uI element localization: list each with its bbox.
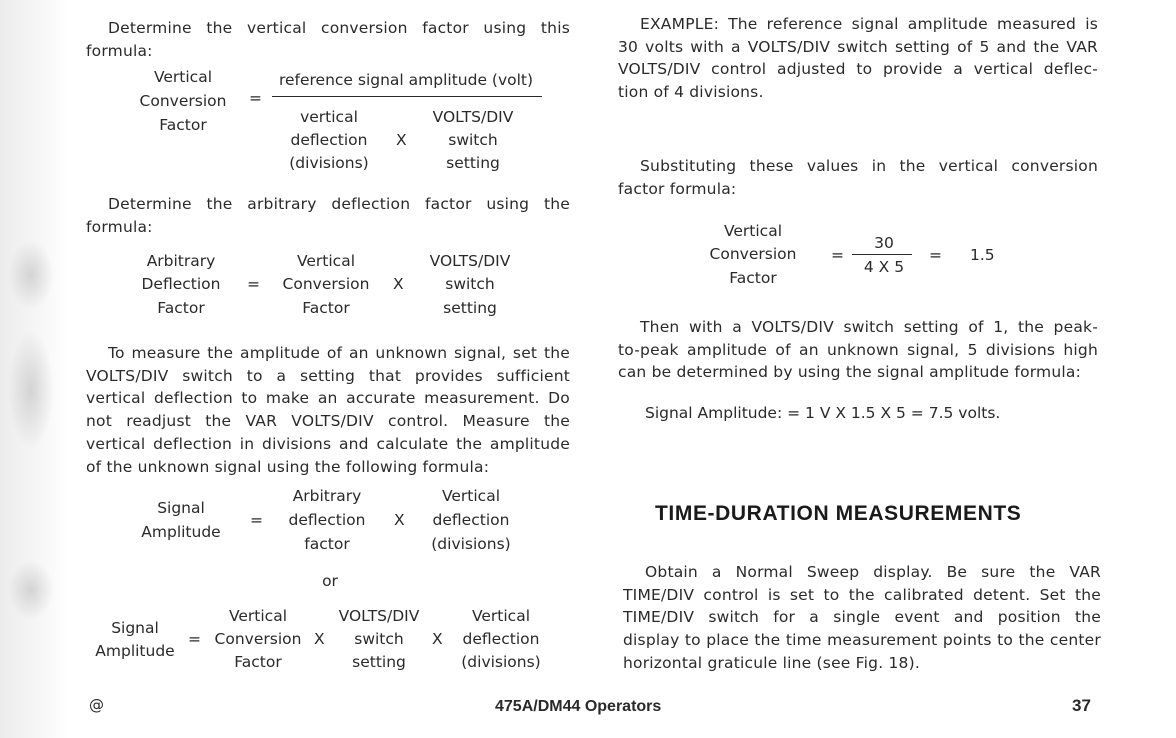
- formula-lhs-line: Vertical: [723, 222, 783, 240]
- formula-lhs-line: Factor: [159, 116, 207, 134]
- formula-term-line: Conversion: [214, 630, 302, 648]
- formula-numerator: reference signal amplitude (volt): [278, 71, 534, 89]
- multiply-sign: X: [432, 630, 443, 648]
- paragraph-vertical-conversion-intro: [86, 17, 570, 62]
- page-number: 37: [1072, 696, 1091, 715]
- text-line: horizontal graticule line (see Fig. 18).: [623, 653, 920, 672]
- text-line: formula:: [86, 41, 153, 60]
- formula-term-line: (divisions): [461, 653, 541, 671]
- formula-term-line: deflection: [288, 511, 366, 529]
- formula-denominator-line: setting: [446, 154, 500, 172]
- formula-lhs-line: Factor: [729, 269, 777, 287]
- text-line: display to place the time measurement points to the center: [623, 631, 1101, 650]
- formula-lhs-line: Signal: [157, 499, 205, 517]
- formula-term-line: Vertical: [296, 252, 356, 270]
- paragraph-measure-amplitude: [86, 342, 570, 478]
- formula-lhs-line: Factor: [157, 299, 205, 317]
- footer-title: 475A/DM44 Operators: [495, 698, 662, 715]
- paper-stain: [8, 330, 54, 450]
- text-line: formula:: [86, 217, 153, 236]
- formula-denominator-line: (divisions): [289, 154, 369, 172]
- text-line: not readjust the VAR VOLTS/DIV control. Measure the: [86, 412, 570, 431]
- formula-term-line: Factor: [234, 653, 282, 671]
- formula-denominator-line: VOLTS/DIV: [432, 108, 514, 126]
- paragraph-substituting: [618, 155, 1098, 200]
- equals-sign: =: [831, 246, 844, 264]
- section-heading: TIME-DURATION MEASUREMENTS: [655, 502, 1022, 525]
- formula-lhs-line: Conversion: [709, 245, 797, 263]
- equals-sign: =: [249, 89, 262, 107]
- text-line: Determine the vertical conversion factor using this: [108, 19, 570, 37]
- text-line: tion of 4 divisions.: [618, 83, 764, 102]
- multiply-sign: X: [314, 630, 325, 648]
- text-line: TIME/DIV control is set to the calibrated detent. Set the: [623, 585, 1101, 604]
- formula-denominator-line: vertical: [300, 108, 358, 126]
- paper-stain: [8, 240, 54, 310]
- paper-stain: [8, 560, 54, 620]
- formula-term-line: deflection: [432, 511, 510, 529]
- formula-term-line: Vertical: [228, 607, 288, 625]
- formula-term-line: deflection: [462, 630, 540, 648]
- formula-term-line: Factor: [302, 299, 350, 317]
- calculation-result: 1.5: [970, 246, 995, 264]
- equals-sign: =: [188, 630, 201, 648]
- formula-term-line: setting: [352, 653, 406, 671]
- formula-lhs-line: Vertical: [153, 68, 213, 86]
- formula-lhs-line: Conversion: [139, 92, 227, 110]
- formula-term-line: Conversion: [282, 275, 370, 293]
- multiply-sign: X: [393, 275, 404, 293]
- formula-term-line: Vertical: [471, 607, 531, 625]
- formula-lhs-line: Arbitrary: [146, 252, 216, 270]
- paragraph-arbitrary-deflection-intro: [86, 193, 570, 238]
- formula-term-line: Arbitrary: [292, 487, 362, 505]
- text-line: vertical deflection to make an accurate measurement. Do: [86, 389, 570, 408]
- text-line: VOLTS/DIV control adjusted to provide a vertical deflec-: [618, 60, 1098, 79]
- text-line: to-peak amplitude of an unknown signal, 5 divisions high: [618, 340, 1098, 359]
- formula-term-line: (divisions): [431, 535, 511, 553]
- formula-denominator: 4 X 5: [863, 258, 905, 276]
- signal-amplitude-result: Signal Amplitude: = 1 V X 1.5 X 5 = 7.5 volts.: [645, 404, 1001, 422]
- formula-term-line: Vertical: [441, 487, 501, 505]
- formula-lhs-line: Amplitude: [95, 642, 175, 660]
- formula-denominator-line: switch: [448, 131, 498, 149]
- text-line: VOLTS/DIV switch to a setting that provides sufficient: [86, 366, 570, 385]
- text-line: TIME/DIV switch for a single event and position the: [623, 608, 1101, 627]
- formula-term-line: switch: [445, 275, 495, 293]
- formula-lhs-line: Deflection: [141, 275, 221, 293]
- formula-term-line: factor: [304, 535, 350, 553]
- formula-denominator-line: deflection: [290, 131, 368, 149]
- formula-lhs-line: Amplitude: [141, 523, 221, 541]
- paragraph-then-with: [618, 316, 1098, 384]
- fraction-bar: [852, 254, 912, 255]
- formula-lhs-line: Signal: [111, 619, 159, 637]
- fraction-bar: [272, 96, 542, 97]
- text-line: Then with a VOLTS/DIV switch setting of 1, the peak-: [640, 318, 1098, 336]
- text-line: Substituting these values in the vertical conversion: [640, 157, 1098, 175]
- multiply-sign: X: [394, 511, 405, 529]
- formula-term-line: setting: [443, 299, 497, 317]
- paragraph-example: [618, 13, 1098, 104]
- multiply-sign: X: [396, 131, 407, 149]
- text-line: Determine the arbitrary deflection factor using the: [108, 195, 570, 213]
- equals-sign: =: [247, 275, 260, 293]
- equals-sign: =: [929, 246, 942, 264]
- text-line: factor formula:: [618, 179, 737, 198]
- text-line: of the unknown signal using the following formula:: [86, 457, 490, 476]
- equals-sign: =: [250, 511, 263, 529]
- text-line: can be determined by using the signal amplitude formula:: [618, 363, 1082, 382]
- formula-term-line: VOLTS/DIV: [338, 607, 420, 625]
- paragraph-obtain-sweep: [623, 561, 1101, 675]
- text-line: To measure the amplitude of an unknown signal, set the: [108, 344, 570, 362]
- or-separator: or: [322, 572, 338, 590]
- formula-term-line: VOLTS/DIV: [429, 252, 511, 270]
- text-line: EXAMPLE: The reference signal amplitude measured is: [640, 15, 1098, 33]
- formula-numerator: 30: [874, 234, 894, 252]
- text-line: Obtain a Normal Sweep display. Be sure the VAR: [645, 563, 1101, 581]
- footer-symbol: @: [89, 696, 104, 714]
- text-line: 30 volts with a VOLTS/DIV switch setting of 5 and the VAR: [618, 37, 1098, 56]
- text-line: vertical deflection in divisions and calculate the amplitude: [86, 434, 570, 453]
- formula-term-line: switch: [354, 630, 404, 648]
